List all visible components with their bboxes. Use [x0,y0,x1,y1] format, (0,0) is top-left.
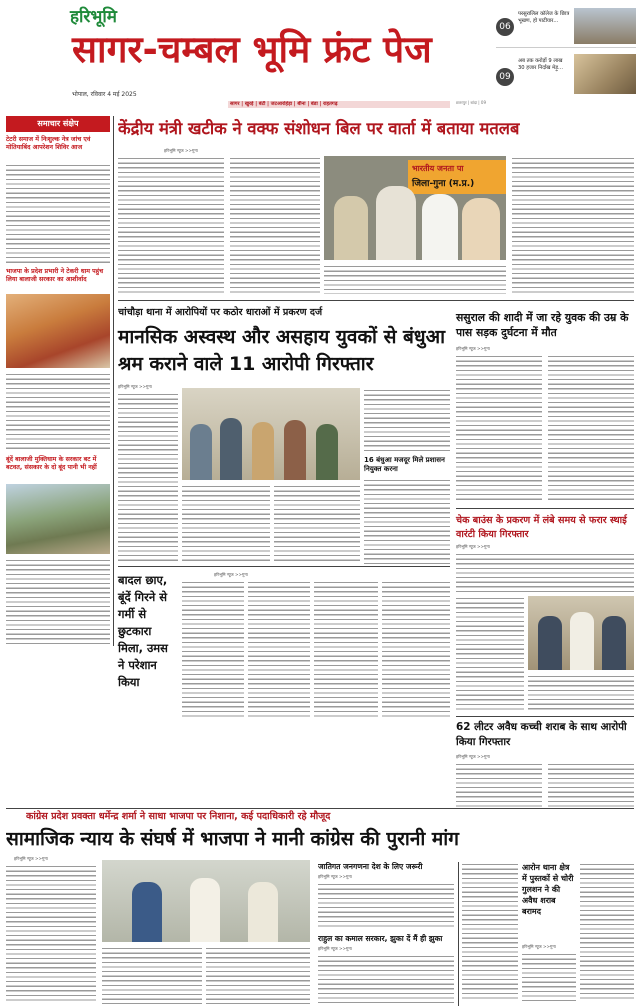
story-col-3 [580,862,634,1002]
brief-photo [6,484,110,554]
edition-9[interactable]: राहतगढ़ [323,101,338,107]
teaser-photo [574,8,636,44]
story-col-1 [182,580,244,718]
sidebar-header: समाचार संक्षेप [6,116,110,132]
story-col-3 [314,580,378,718]
story-aron [462,862,634,1006]
story-headline: बादल छाए, बूंदें गिरने से गर्मी से छुटकारा मिला, उमस ने परेशान किया [118,573,168,689]
section-rule [118,566,450,567]
edition-8[interactable]: बंडा [310,101,318,107]
story-headline: 62 लीटर अवैध कच्ची शराब के साथ आरोपी किया गिरफ्तार [456,721,627,748]
lead-headline: केंद्रीय मंत्री खटीक ने वक्फ संशोधन बिल पर वार्ता में बताया मतलब [118,119,520,138]
brief-photo [6,294,110,368]
section-rule [456,508,634,509]
teaser-number: 09 [496,68,514,86]
story-col-3 [206,946,310,1004]
story-liquor [456,720,634,810]
photo-person [190,878,220,942]
story-byline: हरिभूमि न्यूज >>गुना [318,874,352,879]
section-rule [118,300,634,301]
column-rule [113,116,114,646]
story-kicker: कांग्रेस प्रदेश प्रवक्ता धर्मेन्द्र शर्मा ने साधा भाजपा पर निशाना, कई पदाधिकारी रहे मौजूद [26,811,331,822]
teaser-2[interactable] [496,54,636,98]
story-cheque-bounce [456,512,634,714]
photo-person [570,612,594,670]
story-headline: आरोन थाना क्षेत्र में पुस्तकों से चोरी गुलशन ने की अवैध शराब बरामद [522,863,574,916]
story-headline-2: राहुल का कमाल सरकार, झुका दें मैं ही झुका [318,934,443,943]
story-col-1 [456,552,634,592]
story-byline: हरिभूमि न्यूज >>गुना [118,384,152,389]
photo-person [190,424,212,480]
story-byline: हरिभूमि न्यूज >>गुना [456,754,490,759]
story-weather [118,570,450,722]
story-byline: हरिभूमि न्यूज >>गुना [522,944,556,949]
teaser-number: 06 [496,18,514,36]
photo-person [220,418,242,480]
photo-person [248,882,278,942]
lead-col-4 [512,156,634,294]
masthead [0,0,640,108]
edition-3[interactable]: खुरई [244,101,254,107]
story-photo [528,596,634,670]
edition-2[interactable]: छतरपुर [456,100,467,105]
story-byline: हरिभूमि न्यूज >>गुना [214,572,248,577]
story-col-3 [528,674,634,710]
page-title: सागर-चम्बल भूमि फ्रंट पेज [72,28,432,71]
lead-col-2 [230,156,320,294]
story-headline: चेक बाउंस के प्रकरण में लंबे समय से फरार स्थाई वारंटी किया गिरफ्तार [456,515,627,540]
edition-4[interactable]: बंटी [258,101,266,107]
story-byline: हरिभूमि न्यूज >>गुना [14,856,48,861]
story-headline: ससुराल की शादी में जा रहे युवक की उम्र के पास सड़क दुर्घटना में मौत [456,311,629,339]
photo-person [316,424,338,480]
brand-logo: हरिभूमि [70,7,117,27]
sidebar [6,116,110,648]
photo-person [284,420,306,480]
edition-bar: सागर | खुरई | बंटी | जटआरोहेड़ा | बीना | बंडा | राहतगढ़ [230,101,338,107]
brief-body [6,372,110,452]
photo-person [376,186,416,260]
edition-6[interactable]: जटआरोहेड़ा [270,101,293,107]
story-col-1 [456,354,542,502]
brief-body [6,558,110,644]
teaser-text: अब तक करोड़ों 9 लाख 30 हजार निर्दाख मेड़ु... [518,58,564,71]
photo-banner-text: भारतीय जनता पा [412,164,464,173]
photo-person [334,196,368,260]
story-census [318,862,454,1006]
page-number: 09 [480,100,486,105]
brief-headline: भाजपा के प्रदेश प्रभारी ने टेकरी धाम पहुंच लिया बालाजी सरकार का आशीर्वाद [6,268,104,283]
story-col-2 [182,484,270,564]
story-col-1 [456,762,542,808]
edition-7[interactable]: बीना [297,101,306,107]
edition-1[interactable]: सागर [230,101,240,107]
section-rule [6,808,634,809]
story-col-2 [318,954,454,1004]
story-photo [182,388,360,480]
section-rule [456,716,634,717]
story-accident [456,306,634,506]
lead-story [118,112,634,298]
story-col-3 [274,484,360,564]
story-byline-2: हरिभूमि न्यूज >>गुना [318,946,352,951]
edition-5[interactable]: बांदा [470,100,478,105]
lead-col-1 [118,156,224,294]
extra-editions: छतरपुर | बांदा | 09 [456,100,486,105]
brief-headline: बूंदें बालाजी मुक्तिधाम के सरकार बट में बटवत, संसकार के दो बूंद पानी भी नहीं [6,456,97,471]
photo-banner [408,160,506,194]
lead-byline: हरिभूमि न्यूज >>गुना [164,148,198,153]
story-byline: हरिभूमि न्यूज >>गुना [456,346,490,351]
story-col-5 [364,478,450,564]
story-col-1 [118,392,178,564]
story-col-2 [102,946,202,1004]
story-col-1 [6,864,96,1004]
story-col-1 [318,882,454,930]
story-col-4 [382,580,450,718]
teaser-text: परसुरालिल कॉलेज के छाित्र भूखण, हो पाटीयार... [518,11,570,24]
photo-person [422,194,458,260]
story-kicker: चांचौड़ा थाना में आरोपियों पर कठोर धाराओं में प्रकरण दर्ज [118,307,323,318]
story-col-4 [364,388,450,452]
brief-headline: टेटरी समाज में निःशुल्क नेत्र जांच एवं मोतियाबिंद आपरेशन शिविर आज [6,136,91,151]
story-headline: जातिगत जनगणना देश के लिए जरूरी [318,862,423,871]
story-headline: सामाजिक न्याय के संघर्ष में भाजपा ने मानी कांग्रेस की पुरानी मांग [6,828,459,850]
story-col-2 [522,952,576,1002]
photo-person [538,616,562,670]
dateline: भोपाल, रविवार 4 मई 2025 [72,91,137,98]
lead-col-3 [324,264,506,294]
story-col-1 [462,862,518,1002]
story-byline: हरिभूमि न्यूज >>गुना [456,544,490,549]
photo-banner-sub: जिला-गुना (म.प्र.) [412,179,475,189]
story-col-2 [548,762,634,808]
teaser-photo [574,54,636,94]
teaser-1[interactable] [496,8,636,48]
lead-photo [324,156,506,260]
story-photo [102,860,310,942]
column-rule [458,862,459,1006]
story-col-2 [548,354,634,502]
story-subhead: 16 बंधुआ मजदूर मिले प्रशासन नियुक्त करना [364,456,445,473]
photo-person [252,422,274,480]
story-headline: मानसिक अस्वस्थ और असहाय युवकों से बंधुआ श्रम कराने वाले 11 आरोपी गिरफ्तार [118,326,445,375]
photo-person [132,882,162,942]
story-col-2 [248,580,310,718]
brief-body [6,163,110,263]
photo-person [462,198,500,260]
photo-person [602,616,626,670]
story-col-2 [456,596,524,710]
